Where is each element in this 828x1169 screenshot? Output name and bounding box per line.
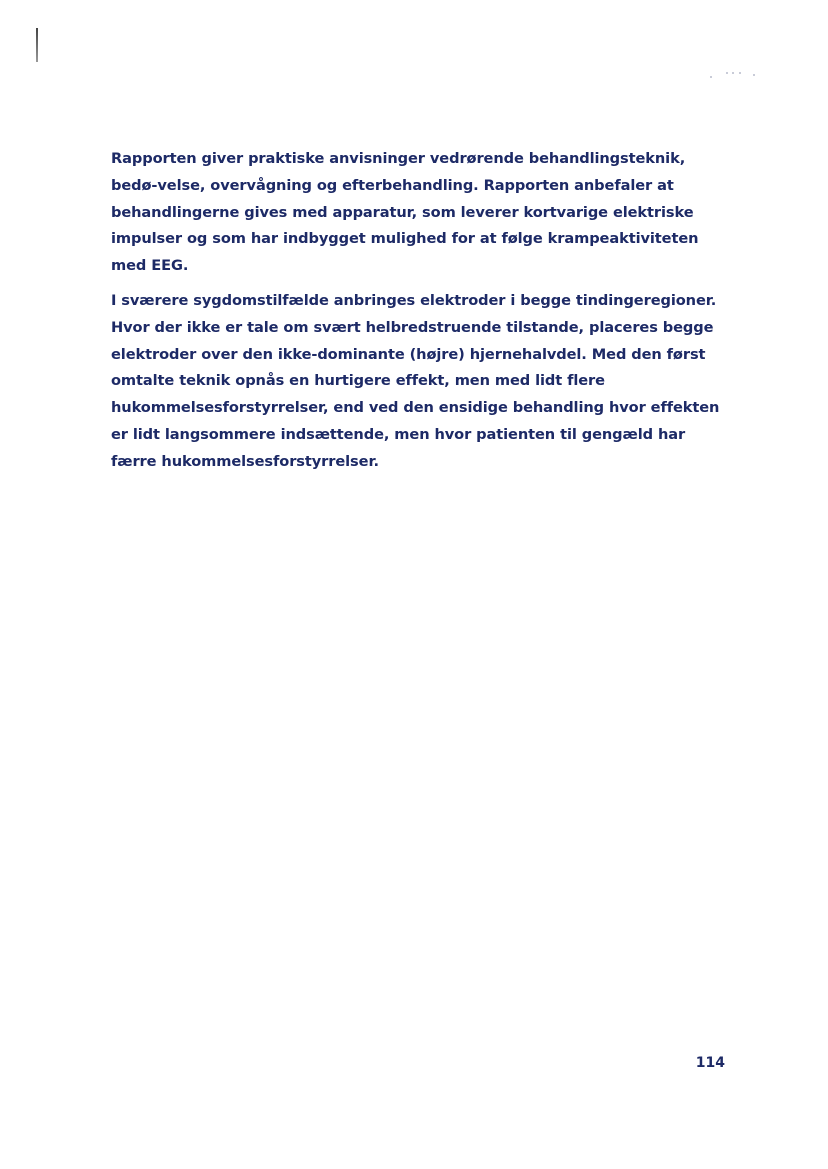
paragraph-treatment-guidelines: Rapporten giver praktiske anvisninger vedrørende behandlingsteknik, bedø-velse, overvågning og efterbehandling. Rapporten anbefaler at behandlingerne gives med apparatur, som leverer kortvarige elektriske impulser og som har indbygget mulighed for at følge krampeaktiviteten med EEG.	[111, 150, 699, 275]
page-number: 114	[695, 1055, 725, 1071]
scan-artifact-mark	[36, 28, 38, 62]
document-body	[111, 146, 731, 476]
scan-artifact-dots	[708, 70, 758, 80]
paragraph-electrode-placement: I sværere sygdomstilfælde anbringes elektroder i begge tindingeregioner. Hvor der ikke er tale om svært helbredstruende tilstande, placeres begge elektroder over den ikke-dominante (højre) hjernehalvdel. Med den først omtalte teknik opnås en hurtigere effekt, men med lidt flere hukommelsesforstyrrelser, end ved den ensidige behandling hvor effekten er lidt langsommere indsættende, men hvor patienten til gengæld har færre hukommelsesforstyrrelser.	[111, 291, 720, 470]
